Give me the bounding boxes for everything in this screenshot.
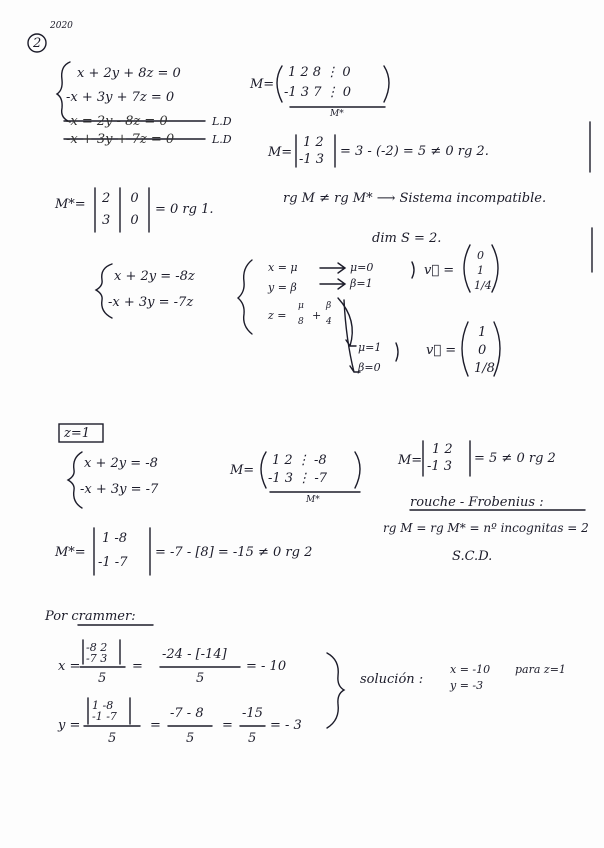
detM-label: M= <box>268 145 293 160</box>
case2-mu: μ=1 <box>358 341 382 354</box>
case2-brace <box>396 343 398 361</box>
cramer-y-step2-num: -15 <box>242 706 263 721</box>
detMstar-row1: 2 0 <box>102 191 147 206</box>
cramer-x-det-row2: -7 3 <box>86 652 108 665</box>
case2-v2: 1/8 <box>474 361 495 376</box>
param-frac1-num: μ <box>298 301 304 311</box>
detM-row2: -1 3 <box>299 152 325 167</box>
cramer-title: Por crammer: <box>45 609 136 624</box>
detMstar-result: = 0 rg 1. <box>155 202 214 217</box>
arrow-beta <box>320 279 345 289</box>
case2-paren-left <box>462 322 468 376</box>
cramer-y-result: = - 3 <box>270 718 302 733</box>
cramer-y-det-row1: 1 -8 <box>92 699 114 712</box>
rouche-title: rouche - Frobenius : <box>410 495 544 510</box>
conclusion: rg M ≠ rg M* ⟶ Sistema incompatible. <box>283 191 547 206</box>
matrixM-row1: 1 2 8 ⋮ 0 <box>288 65 351 80</box>
cramer-y-eq2: = <box>222 718 233 733</box>
solution-brace <box>327 653 344 728</box>
solution-label: solución : <box>360 672 424 687</box>
dim-statement: dim S = 2. <box>372 231 442 246</box>
system3-eq2: -x + 3y = -7 <box>80 482 159 497</box>
cramer-x-result: = - 10 <box>246 659 287 674</box>
param-y: y = β <box>268 281 297 294</box>
system1-ld1: L.D <box>212 115 232 128</box>
problem-year: 2020 <box>50 21 73 31</box>
solution-x: x = -10 <box>450 663 491 676</box>
detM-result: = 3 - (-2) = 5 ≠ 0 rg 2. <box>340 144 489 159</box>
param-z-prefix: z = <box>268 309 287 322</box>
case1-v2: 1/4 <box>474 279 492 292</box>
cramer-y-den: 5 <box>108 731 117 746</box>
detM2-label: M= <box>398 453 423 468</box>
detM2-row2: -1 3 <box>427 459 453 474</box>
solution-y: y = -3 <box>450 679 484 692</box>
detMstar2-result: = -7 - [8] = -15 ≠ 0 rg 2 <box>155 545 313 560</box>
detMstar2-row2: -1 -7 <box>98 555 128 570</box>
cramer-x-eq1: = <box>132 659 143 674</box>
cramer-x-step-den: 5 <box>196 671 205 686</box>
problem-number: 2 <box>33 36 42 51</box>
matrixM-paren-right <box>384 66 389 102</box>
system3-brace <box>68 452 82 508</box>
cramer-x-den: 5 <box>98 671 107 686</box>
cramer-y-eq1: = <box>150 718 161 733</box>
case1-paren-right <box>492 245 498 292</box>
case1-brace <box>412 262 414 278</box>
case1-beta: β=1 <box>350 277 373 290</box>
cramer-x-label: x = <box>58 659 81 674</box>
cramer-y-det-row2: -1 -7 <box>92 710 117 723</box>
param-plus: + <box>312 309 322 322</box>
matrixM-paren-left <box>277 66 282 102</box>
rouche-line: rg M = rg M* = nº incognitas = 2 <box>383 521 589 535</box>
case1-v1: 1 <box>477 264 484 277</box>
matrixM2-sublabel: M* <box>306 495 320 505</box>
matrixM-row2: -1 3 7 ⋮ 0 <box>284 85 352 100</box>
zcase-label: z=1 <box>64 426 91 441</box>
detMstar2-label: M*= <box>55 545 86 560</box>
cramer-y-step2-den: 5 <box>248 731 257 746</box>
detM2-result: = 5 ≠ 0 rg 2 <box>474 451 556 466</box>
case2-beta: β=0 <box>358 361 381 374</box>
detMstar-label: M*= <box>55 197 86 212</box>
system2-eq2: -x + 3y = -7z <box>108 295 194 310</box>
matrixM-label: M= <box>250 77 275 92</box>
param-frac2-den: 4 <box>326 317 332 327</box>
case1-mu: μ=0 <box>350 261 374 274</box>
case1-v0: 0 <box>477 249 484 262</box>
system1-struck1: -x = 2y - 8z = 0 <box>66 114 168 129</box>
system1-eq1: x + 2y + 8z = 0 <box>77 66 181 81</box>
solution-para: para z=1 <box>515 663 566 676</box>
matrixM2-paren-left <box>261 452 266 488</box>
system1-ld2: L.D <box>212 133 232 146</box>
arrow-mu <box>320 263 345 273</box>
cramer-y-label: y = <box>58 718 81 733</box>
detM2-row1: 1 2 <box>432 442 453 457</box>
matrixM2-paren-right <box>355 452 360 488</box>
system1-struck2: -x + 3y + 7z = 0 <box>66 132 175 147</box>
case2-v1: 0 <box>478 343 487 358</box>
param-frac2-num: β <box>326 301 332 311</box>
case1-vlabel: v⃗ = <box>424 263 455 278</box>
matrixM-sublabel: M* <box>330 109 344 119</box>
cramer-x-det-row1: -8 2 <box>86 641 108 654</box>
detMstar-row2: 3 0 <box>102 213 147 228</box>
matrixM2-row2: -1 3 ⋮ -7 <box>268 471 327 486</box>
param-x: x = μ <box>268 261 298 274</box>
detMstar2-row1: 1 -8 <box>102 531 128 546</box>
detM-row1: 1 2 <box>303 135 324 150</box>
cramer-x-step-num: -24 - [-14] <box>162 647 227 662</box>
case1-paren-left <box>464 245 470 292</box>
matrixM2-row1: 1 2 ⋮ -8 <box>272 453 327 468</box>
rouche-result: S.C.D. <box>452 549 493 564</box>
system1-eq2: -x + 3y + 7z = 0 <box>66 90 175 105</box>
system2-eq1: x + 2y = -8z <box>114 269 195 284</box>
case2-v0: 1 <box>478 325 487 340</box>
case2-vlabel: v⃗ = <box>426 343 457 358</box>
param-frac1-den: 8 <box>298 317 304 327</box>
param-brace <box>238 260 252 334</box>
matrixM2-label: M= <box>230 463 255 478</box>
cramer-y-step1-den: 5 <box>186 731 195 746</box>
cramer-y-step1-num: -7 - 8 <box>170 706 204 721</box>
system3-eq1: x + 2y = -8 <box>84 456 158 471</box>
